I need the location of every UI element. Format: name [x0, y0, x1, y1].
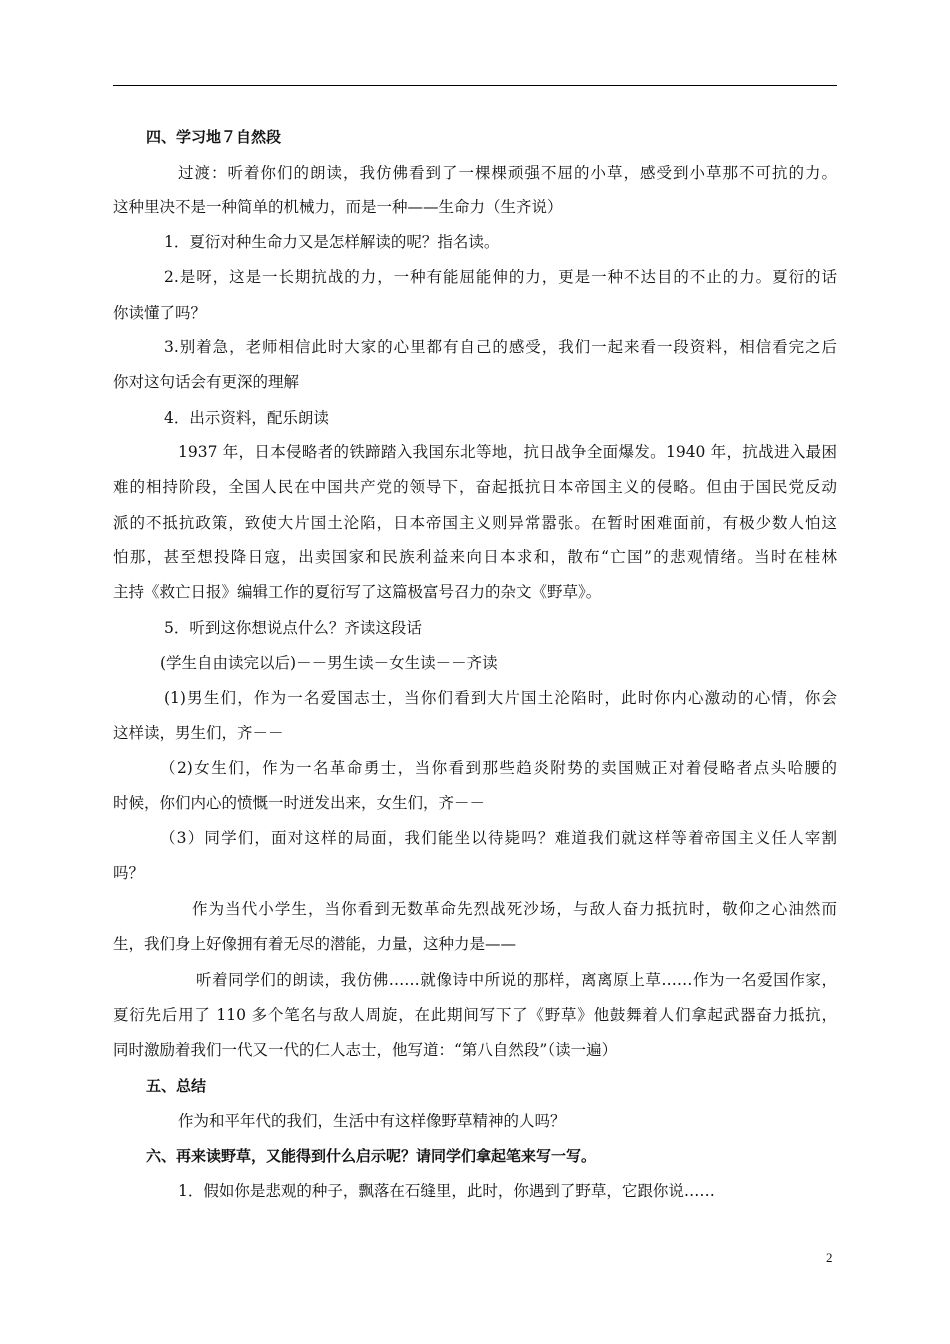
list-item: 1．夏衍对种生命力又是怎样解读的呢？指名读。: [164, 233, 500, 251]
heading-section-6: 六、再来读野草，又能得到什么启示呢？请同学们拿起笔来写一写。: [146, 1147, 597, 1165]
paragraph-line: 这种里决不是一种简单的机械力，而是一种——生命力（生齐说）: [113, 198, 563, 216]
paragraph-line: 夏衍先后用了 110 多个笔名与敌人周旋，在此期间写下了《野草》他鼓舞着人们拿起武器奋力抵抗，: [113, 1006, 837, 1024]
paragraph-line: 你对这句话会有更深的理解: [113, 373, 300, 391]
paragraph-line: (学生自由读完以后)－－男生读－女生读－－齐读: [160, 654, 498, 672]
page-number: 2: [826, 1250, 833, 1265]
list-item: (1)男生们，作为一名爱国志士，当你们看到大片国土沦陷时，此时你内心激动的心情，你会: [164, 689, 837, 707]
list-item: 5．听到这你想说点什么？齐读这段话: [164, 619, 422, 637]
header-rule: [113, 85, 837, 86]
paragraph-line: 时候，你们内心的愤慨一时迸发出来，女生们，齐－－: [113, 794, 486, 812]
paragraph-line: 主持《救亡日报》编辑工作的夏衍写了这篇极富号召力的杂文《野草》。: [113, 583, 602, 601]
heading-section-5: 五、总结: [146, 1077, 207, 1095]
paragraph-line: 作为和平年代的我们，生活中有这样像野草精神的人吗？: [178, 1112, 566, 1130]
list-item: 1．假如你是悲观的种子，飘落在石缝里，此时，你遇到了野草，它跟你说……: [178, 1182, 715, 1200]
list-item: 3.别着急，老师相信此时大家的心里都有自己的感受，我们一起来看一段资料，相信看完之后: [164, 338, 837, 356]
paragraph-line: 派的不抵抗政策，致使大片国土沦陷，日本帝国主义则异常嚣张。在暂时困难面前，有极少数人怕这: [113, 514, 837, 532]
paragraph-line: 1937 年，日本侵略者的铁蹄踏入我国东北等地，抗日战争全面爆发。1940 年，抗战进入最困: [178, 443, 837, 461]
paragraph-line: 过渡：听着你们的朗读，我仿佛看到了一棵棵顽强不屈的小草，感受到小草那不可抗的力。: [178, 164, 837, 182]
list-item: 2.是呀，这是一长期抗战的力，一种有能屈能伸的力，更是一种不达目的不止的力。夏衍的话: [164, 268, 837, 286]
list-item: 4．出示资料，配乐朗读: [164, 409, 329, 427]
list-item: （3）同学们，面对这样的局面，我们能坐以待毙吗？难道我们就这样等着帝国主义任人宰割: [160, 829, 837, 847]
heading-section-4: 四、学习地７自然段: [146, 128, 282, 146]
paragraph-line: 难的相持阶段，全国人民在中国共产党的领导下，奋起抵抗日本帝国主义的侵略。但由于国民党反动: [113, 478, 837, 496]
paragraph-line: 听着同学们的朗读，我仿佛……就像诗中所说的那样，离离原上草……作为一名爱国作家，: [196, 971, 837, 989]
paragraph-line: 作为当代小学生，当你看到无数革命先烈战死沙场，与敌人奋力抵抗时，敬仰之心油然而: [192, 900, 837, 918]
paragraph-line: 你读懂了吗？: [113, 304, 207, 322]
paragraph-line: 吗？: [113, 864, 145, 882]
list-item: （2)女生们，作为一名革命勇士，当你看到那些趋炎附势的卖国贼正对着侵略者点头哈腰的: [160, 759, 837, 777]
paragraph-line: 同时激励着我们一代又一代的仁人志士，他写道：“第八自然段”（读一遍）: [113, 1041, 618, 1059]
paragraph-line: 怕那，甚至想投降日寇，出卖国家和民族利益来向日本求和，散布“亡国”的悲观情绪。当时在桂林: [113, 548, 837, 566]
paragraph-line: 生，我们身上好像拥有着无尽的潜能，力量，这种力是——: [113, 935, 517, 953]
paragraph-line: 这样读，男生们，齐－－: [113, 724, 284, 742]
